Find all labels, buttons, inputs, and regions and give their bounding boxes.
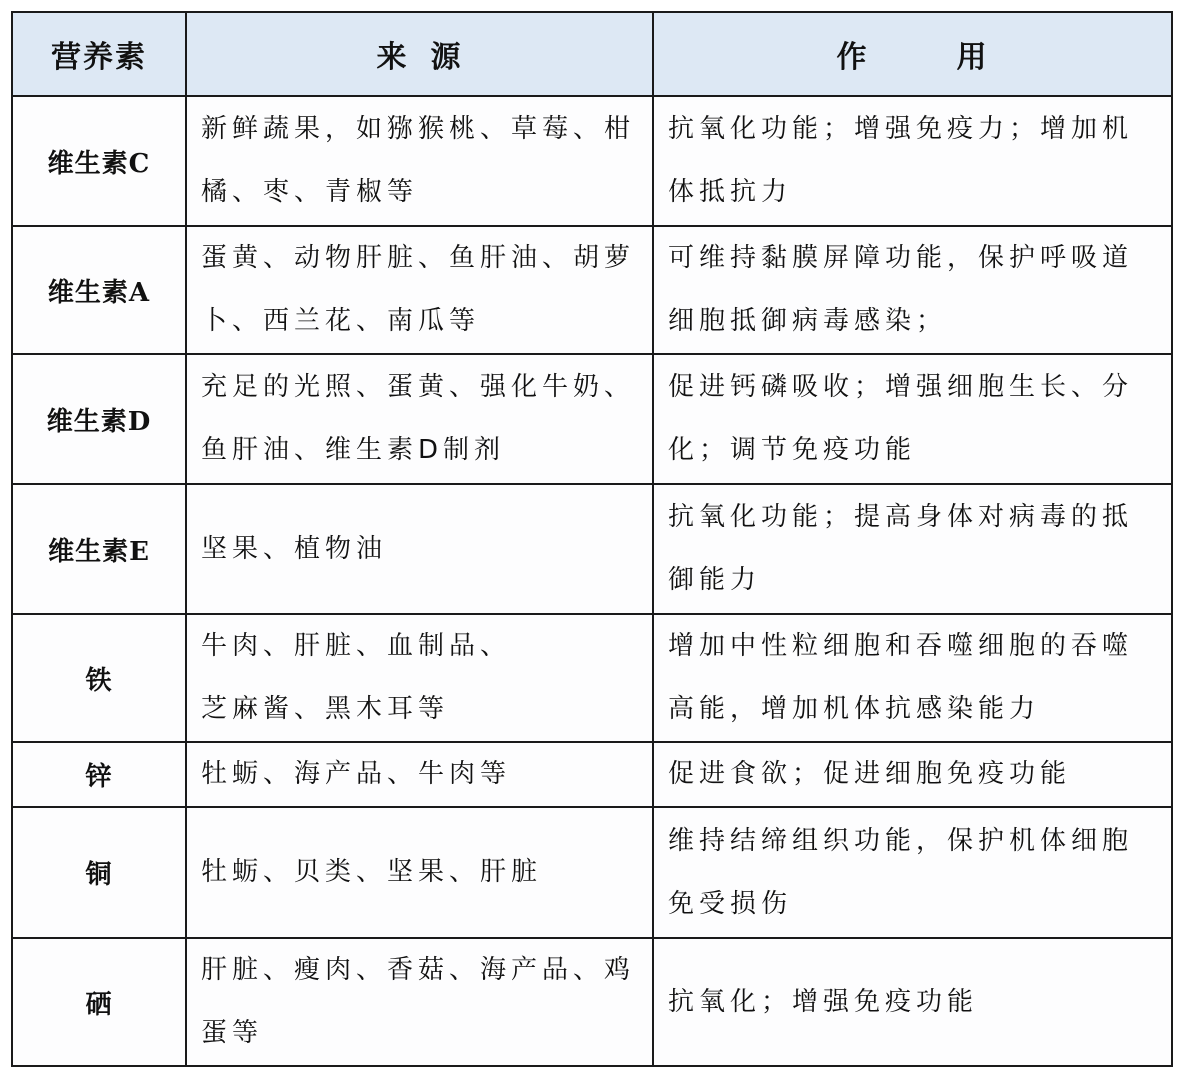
nutrient-cell: 维生素D <box>12 354 186 484</box>
header-function-label-b: 用 <box>956 40 989 75</box>
function-cell: 促进食欲；促进细胞免疫功能 <box>653 742 1172 807</box>
nutrient-cell: 维生素A <box>12 226 186 354</box>
function-cell: 抗氧化功能；增强免疫力；增加机体抵抗力 <box>653 96 1172 226</box>
header-source-label-b: 源 <box>430 40 463 75</box>
table-row-vitamin-c <box>12 96 1172 226</box>
source-cell: 牡蛎、贝类、坚果、肝脏 <box>186 807 653 938</box>
header-nutrient-label: 营养素 <box>51 40 147 75</box>
nutrient-cell: 铁 <box>12 614 186 742</box>
nutrient-cell: 锌 <box>12 742 186 807</box>
table-row-vitamin-e <box>12 484 1172 614</box>
nutrient-cell: 维生素C <box>12 96 186 226</box>
source-cell <box>186 614 653 742</box>
source-cell: 坚果、植物油 <box>186 484 653 614</box>
nutrient-table <box>11 11 1173 1067</box>
header-nutrient <box>12 12 186 96</box>
table-header <box>12 12 1172 96</box>
source-cell: 充足的光照、蛋黄、强化牛奶、鱼肝油、维生素D制剂 <box>186 354 653 484</box>
function-cell: 维持结缔组织功能，保护机体细胞免受损伤 <box>653 807 1172 938</box>
header-function <box>653 12 1172 96</box>
table-row-copper <box>12 807 1172 938</box>
table-row-zinc <box>12 742 1172 807</box>
table-row-iron <box>12 614 1172 742</box>
header-function-label-a: 作 <box>836 40 869 75</box>
nutrient-cell: 维生素E <box>12 484 186 614</box>
function-cell: 可维持黏膜屏障功能，保护呼吸道细胞抵御病毒感染； <box>653 226 1172 354</box>
table-row-selenium <box>12 938 1172 1066</box>
function-cell: 增加中性粒细胞和吞噬细胞的吞噬高能，增加机体抗感染能力 <box>653 614 1172 742</box>
source-cell: 新鲜蔬果，如猕猴桃、草莓、柑橘、枣、青椒等 <box>186 96 653 226</box>
nutrient-cell: 铜 <box>12 807 186 938</box>
table-row-vitamin-d <box>12 354 1172 484</box>
table-row-vitamin-a <box>12 226 1172 354</box>
table-body <box>12 96 1172 1066</box>
function-cell: 抗氧化；增强免疫功能 <box>653 938 1172 1066</box>
nutrient-cell: 硒 <box>12 938 186 1066</box>
source-cell: 蛋黄、动物肝脏、鱼肝油、胡萝卜、西兰花、南瓜等 <box>186 226 653 354</box>
header-source <box>186 12 653 96</box>
source-line-1: 牛肉、肝脏、血制品、 <box>201 631 512 661</box>
header-row <box>12 12 1172 96</box>
source-cell: 牡蛎、海产品、牛肉等 <box>186 742 653 807</box>
header-source-label-a: 来 <box>376 40 409 75</box>
source-line-2: 芝麻酱、黑木耳等 <box>201 694 450 724</box>
function-cell: 促进钙磷吸收；增强细胞生长、分化；调节免疫功能 <box>653 354 1172 484</box>
source-cell: 肝脏、瘦肉、香菇、海产品、鸡蛋等 <box>186 938 653 1066</box>
function-cell: 抗氧化功能；提高身体对病毒的抵御能力 <box>653 484 1172 614</box>
